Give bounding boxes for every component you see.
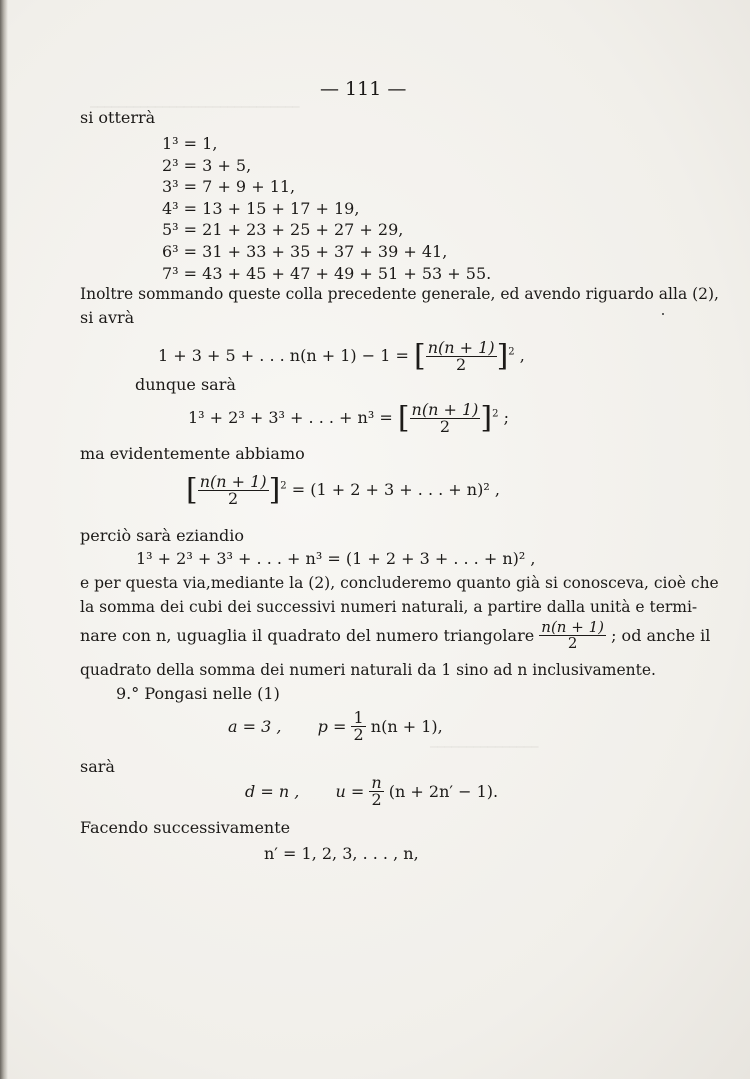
paragraph-line: quadrato della somma dei numeri naturali da 1 sino ad n inclusivamente. <box>80 661 656 679</box>
equation-6-d: d = n , <box>245 781 300 801</box>
fraction-denominator: 2 <box>456 355 467 374</box>
fraction <box>539 620 606 651</box>
fraction-denominator: 2 <box>228 489 239 508</box>
cube-row: 7³ = 43 + 45 + 47 + 49 + 51 + 53 + 55. <box>162 263 492 283</box>
fraction-numerator: n(n + 1) <box>199 472 267 491</box>
punctuation: , <box>519 346 525 365</box>
equation-5-tail: n(n + 1), <box>370 716 443 736</box>
equation-6-u: u = <box>335 781 365 801</box>
equation-1-left: 1 + 3 + 5 + . . . n(n + 1) − 1 = <box>158 346 409 365</box>
bleed-through: ─────────────── <box>430 740 539 754</box>
equation-4: 1³ + 2³ + 3³ + . . . + n³ = (1 + 2 + 3 + . . . + n)² , <box>136 549 536 568</box>
equation-3-right: = (1 + 2 + 3 + . . . + n)² , <box>291 480 500 499</box>
left-bracket: [ <box>397 400 410 436</box>
fraction <box>410 402 481 435</box>
fraction-denominator: 2 <box>439 417 451 436</box>
cube-row: 5³ = 21 + 23 + 25 + 27 + 29, <box>162 220 404 240</box>
fraction-denominator: 2 <box>567 634 578 652</box>
paragraph-line: dunque sarà <box>135 375 236 394</box>
equation-7: n′ = 1, 2, 3, . . . , n, <box>264 844 419 863</box>
equation-2 <box>188 402 509 435</box>
paragraph-text: ; od anche il <box>611 625 711 645</box>
paragraph-line: la somma dei cubi dei successivi numeri naturali, a partire dalla unità e termi- <box>80 598 698 616</box>
paragraph-line-with-fraction <box>80 620 710 651</box>
equation-5-a: a = 3 , <box>228 716 282 736</box>
cube-row: 1³ = 1, <box>162 134 218 153</box>
intro-text: si otterrà <box>80 108 156 127</box>
section-heading: 9.° Pongasi nelle (1) <box>116 684 280 703</box>
equation-6-tail: (n + 2n′ − 1). <box>388 781 499 801</box>
cube-row: 3³ = 7 + 9 + 11, <box>162 177 296 197</box>
cube-row: 2³ = 3 + 5, <box>162 155 252 175</box>
left-bracket: [ <box>413 338 426 374</box>
page-binding-shadow <box>0 0 8 1079</box>
page-number: — 111 — <box>320 78 407 100</box>
paragraph-line: Facendo successivamente <box>80 818 291 837</box>
fraction-numerator: 1 <box>353 708 364 727</box>
ink-speck <box>662 313 664 315</box>
paragraph-line: Inoltre sommando queste colla precedente generale, ed avendo riguardo alla (2), <box>80 285 719 303</box>
punctuation: ; <box>503 408 509 427</box>
equation-5-p: p = <box>317 716 347 736</box>
cube-row: 4³ = 13 + 15 + 17 + 19, <box>162 198 360 218</box>
fraction <box>426 340 497 373</box>
paragraph-line: ma evidentemente abbiamo <box>80 444 305 463</box>
bleed-through: ───────────────────────────── <box>90 100 300 114</box>
paragraph-line: sarà <box>80 757 115 776</box>
cube-table <box>162 133 491 284</box>
paragraph-line: si avrà <box>80 308 135 327</box>
cube-row: 6³ = 31 + 33 + 35 + 37 + 39 + 41, <box>162 241 448 261</box>
equation-1 <box>158 340 525 373</box>
exponent: 2 <box>492 408 499 420</box>
fraction-denominator: 2 <box>353 725 364 744</box>
fraction <box>198 474 269 507</box>
fraction-numerator: n(n + 1) <box>427 338 495 357</box>
equation-2-left: 1³ + 2³ + 3³ + . . . + n³ = <box>188 408 393 427</box>
fraction-numerator: n(n + 1) <box>541 618 604 636</box>
equation-5 <box>228 710 443 743</box>
left-bracket: [ <box>186 472 198 508</box>
exponent: 2 <box>280 480 287 492</box>
fraction-numerator: n <box>371 773 382 792</box>
paragraph-text: nare con n, uguaglia il quadrato del numero triangolare <box>80 625 535 645</box>
paragraph-line: e per questa via,mediante la (2), concluderemo quanto già si conosceva, cioè che <box>80 574 719 592</box>
equation-3 <box>186 474 500 507</box>
fraction-numerator: n(n + 1) <box>411 400 479 419</box>
paragraph-line: perciò sarà eziandio <box>80 526 245 545</box>
fraction <box>369 775 383 808</box>
right-bracket: ] <box>480 400 493 436</box>
fraction-denominator: 2 <box>371 790 382 809</box>
equation-6 <box>245 775 498 808</box>
right-bracket: ] <box>268 472 281 508</box>
exponent: 2 <box>508 346 515 358</box>
right-bracket: ] <box>496 338 509 374</box>
fraction <box>351 710 365 743</box>
